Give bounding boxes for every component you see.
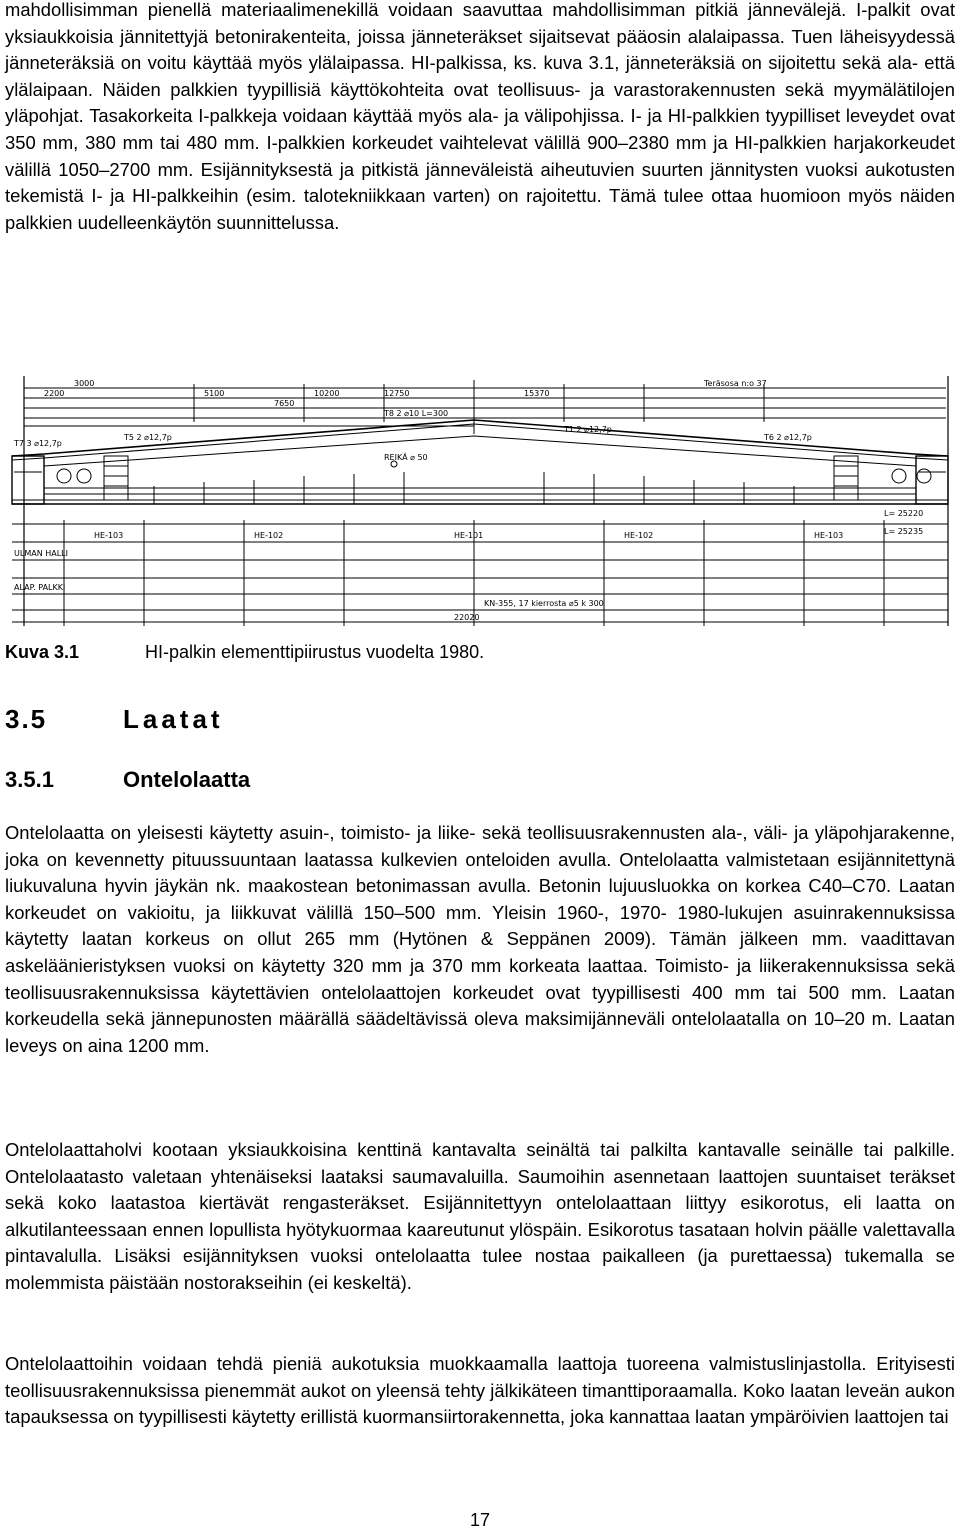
profile-he102-left: HE-102	[254, 531, 284, 540]
profile-he101: HE-101	[454, 531, 484, 540]
subsection-title: Ontelolaatta	[123, 767, 251, 792]
dim-12750: 12750	[384, 389, 410, 398]
paragraph-ontelolaatta-3: Ontelolaattoihin voidaan tehdä pieniä aukotuksia muokkaamalla laattoja tuoreena valmistuslinjastolla. Erityisesti teollisuusrakennuksissa pienemmät aukot on yleensä tehty jälkikäteen timanttiporaamalla. Koko laatan leveän aukon tapauksessa on tyypillisesti käytetty erillistä kuormansiirtorakennetta, joka kannattaa laatan ympäröivien laattojen tai	[5, 1353, 955, 1428]
dim-2200: 2200	[44, 389, 65, 398]
strand-t8-label: T8 2 ⌀10 L=300	[384, 409, 449, 418]
beam-element-drawing	[4, 376, 956, 634]
steel-part-label: Teräsosa n:o 37	[704, 379, 767, 388]
dim-3000: 3000	[74, 379, 95, 388]
figure-caption-number: Kuva 3.1	[5, 642, 80, 662]
dim-7650: 7650	[274, 399, 295, 408]
length-label-2: L= 25235	[884, 527, 924, 536]
profile-he103-left: HE-103	[94, 531, 124, 540]
stirrup-spec-label: KN-355, 17 kierrosta ⌀5 k 300	[484, 599, 604, 608]
subsection-heading	[5, 767, 250, 793]
hole-label: REIKÄ ⌀ 50	[384, 453, 428, 462]
building-label: ULMAN HALLI	[14, 549, 68, 558]
section-title: Laatat	[123, 704, 224, 734]
strand-t1-label: T1 2 ⌀12,7p	[564, 425, 612, 434]
beam-type-label: ALAP. PALKKI	[14, 583, 66, 592]
dim-5100: 5100	[204, 389, 225, 398]
strand-t6-label: T6 2 ⌀12,7p	[764, 433, 812, 442]
paragraph-ontelolaatta-2: Ontelolaattaholvi kootaan yksiaukkoisina kenttinä kantavalta seinältä tai palkilta kantavalle seinälle tai palkille. Ontelolaatasto valetaan yhtenäiseksi laataksi saumavaluilla. Saumoihin asennetaan laattojen suuntaiset teräkset sekä koko laatastoa kiertävät rengasteräkset. Esijännitettyyn ontelolaattaan liittyy esikorotus, eli laatta on alkutilanteessaan ennen lopullista hyötykuormaa kaareutunut ylöspäin. Esikorotus tasataan holvin päälle valettavalla pintavalulla. Lisäksi esijännityksen vuoksi ontelolaatta tulee nostaa paikalleen (ja purettaessa) tukemalla se molemmista päistään nostorakseihin (ei keskeltä).	[5, 1139, 955, 1293]
profile-he103-right: HE-103	[814, 531, 844, 540]
dim-15370: 15370	[524, 389, 550, 398]
strand-t5-label: T5 2 ⌀12,7p	[124, 433, 172, 442]
paragraph-ontelolaatta-1: Ontelolaatta on yleisesti käytetty asuin-, toimisto- ja liike- sekä teollisuusrakennusten ala-, väli- ja yläpohjarakenne, joka on kevennetty pituussuuntaan laatassa kulkevien onteloiden avulla. Ontelolaatta valmistetaan esijännitettynä liukuvaluna hyvin jäykän nk. maakostean betonimassan avulla. Betonin lujuusluokka on korkea C40–C70. Laatan korkeudet on vakioitu, ja liikkuvat välillä 150–500 mm. Yleisin 1960-, 1970- 1980-lukujen asuinrakennuksissa käytetty laatan korkeus on ollut 265 mm (Hytönen & Seppänen 2009). Tämän jälkeen mm. vaadittavan askeläänieristyksen vuoksi on käytetty 320 mm ja 370 mm korkeata laattaa. Toimisto- ja liikerakennuksissa sekä teollisuusrakennuksissa käytettävien ontelolaattojen korkeudet ovat tyypillisesti 400 mm tai 500 mm. Laatan korkeudella sekä jännepunosten määrällä säädeltävissä oleva maksimijänneväli ontelolaatalla on 10–20 m. Laatan leveys on aina 1200 mm.	[5, 822, 955, 1056]
technical-drawing-svg	[4, 376, 956, 634]
page-number: 17	[469, 1510, 491, 1530]
figure-caption	[5, 642, 484, 663]
section-heading	[5, 704, 224, 735]
profile-he102-right: HE-102	[624, 531, 654, 540]
intro-paragraph: mahdollisimman pienellä materiaalimenekillä voidaan saavuttaa mahdollisimman pitkiä jännevälejä. I-palkit ovat yksiaukkoisia jännitettyjä betonirakenteita, joissa jänneteräkset sijaitsevat pääosin alalaipassa. Tuen läheisyydessä jänneteräksiä on voitu käyttää myös ylälaipassa. HI-palkissa, ks. kuva 3.1, jänneteräksiä on sijoitettu sekä ala- että ylälaipaan. Näiden palkkien tyypillisiä käyttökohteita ovat teollisuus- ja varastorakennusten sekä myymälätilojen yläpohjat. Tasakorkeita I-palkkeja voidaan käyttää myös ala- ja välipohjissa. I- ja HI-palkkien tyypilliset leveydet ovat 350 mm, 380 mm tai 480 mm. I-palkkien korkeudet vaihtelevat välillä 900–2380 mm ja HI-palkkien harjakorkeudet välillä 1050–2700 mm. Esijännityksestä ja pitkistä jänneväleistä aiheutuvien suurten jännitysten vuoksi aukotusten tekemistä I- ja HI-palkkeihin (esim. talotekniikkaan varten) on rajoitettu. Tämä tulee ottaa huomioon myös näiden palkkien uudelleenkäytön suunnittelussa.	[5, 0, 955, 233]
length-label-1: L= 25220	[884, 509, 924, 518]
dim-10200: 10200	[314, 389, 340, 398]
subsection-number: 3.5.1	[5, 767, 54, 792]
section-number: 3.5	[5, 704, 48, 734]
dim-22020: 22020	[454, 613, 480, 622]
figure-caption-text: HI-palkin elementtipiirustus vuodelta 1980.	[145, 642, 485, 662]
strand-t7-label: T7 3 ⌀12,7p	[14, 439, 62, 448]
